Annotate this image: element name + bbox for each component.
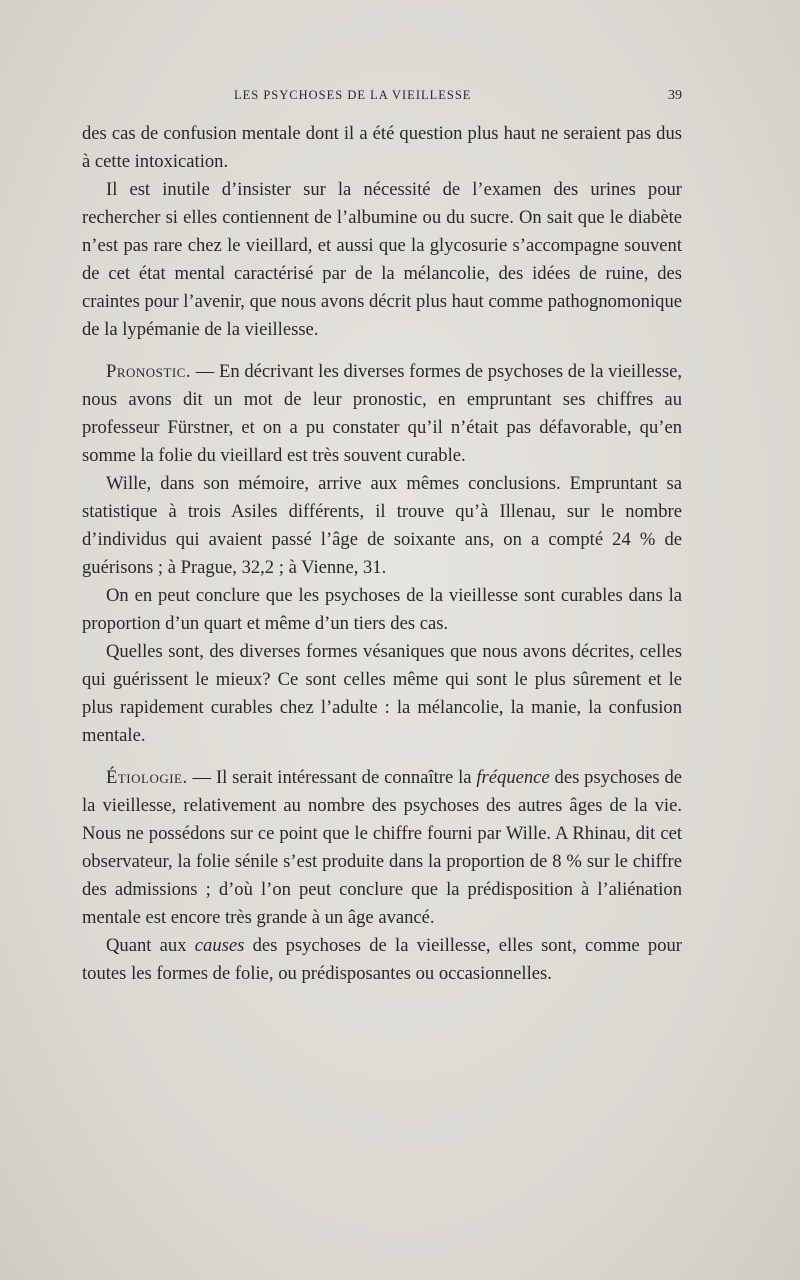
- paragraph-wille-statistics: Wille, dans son mémoire, arrive aux mêmes conclusions. Empruntant sa statistique à trois Asiles différents, il trouve qu’à Illenau, sur le nombre d’individus qui avaient passé l’âge de soixante ans, on a compté 24 % de guérisons ; à Prague, 32,2 ; à Vienne, 31.: [82, 473, 682, 578]
- page-body: [82, 120, 682, 988]
- emphasis-causes: causes: [194, 935, 245, 956]
- paragraph-urine-exam: Il est inutile d’insister sur la nécessité de l’examen des urines pour rechercher si elles contiennent de l’albumine ou du sucre. On sait que le diabète n’est pas rare chez le vieillard, et aussi que la glycosurie s’accompagne souvent de cet état mental caractérisé par de la mélancolie, des idées de ruine, des craintes pour l’avenir, que nous avons décrit plus haut comme pathognomonique de la lypémanie de la vieillesse.: [82, 179, 682, 340]
- paragraph-etiologie-text-a: — Il serait intéressant de connaître la: [187, 767, 477, 788]
- paragraph-causes: [82, 932, 682, 988]
- running-title: LES PSYCHOSES DE LA VIEILLESSE: [234, 88, 472, 102]
- paragraph-etiologie: [82, 764, 682, 932]
- paragraph-conclusion-curable: On en peut conclure que les psychoses de la vieillesse sont curables dans la proportion d’un quart et même d’un tiers des cas.: [82, 585, 682, 634]
- emphasis-frequence: fréquence: [476, 767, 550, 788]
- paragraph-forms-curable: Quelles sont, des diverses formes vésaniques que nous avons décrites, celles qui guérissent le mieux? Ce sont celles même qui sont le plus sûrement et le plus rapidement curables chez l’adulte : la mélancolie, la manie, la confusion mentale.: [82, 641, 682, 746]
- paragraph-pronostic-text: — En décrivant les diverses formes de psychoses de la vieillesse, nous avons dit un mot de leur pronostic, en empruntant ses chiffres au professeur Fürstner, et on a pu constater qu’il n’était pas défavorable, qu’en somme la folie du vieillard est très souvent curable.: [82, 361, 682, 466]
- paragraph-etiologie-text-b: des psychoses de la vieillesse, relativement au nombre des psychoses des autres âges de la vie. Nous ne possédons sur ce point que le chiffre fourni par Wille. A Rhinau, dit cet observateur, la folie sénile s’est produite dans la proportion de 8 % sur le chiffre des admissions ; d’où l’on peut conclure que la prédisposition à l’aliénation mentale est encore très grande à un âge avancé.: [82, 767, 682, 928]
- paragraph-causes-text-b: des psychoses de la vieillesse, elles sont, comme pour toutes les formes de folie, ou prédisposantes ou occasionnelles.: [82, 935, 682, 984]
- section-heading-pronostic: Pronostic.: [106, 361, 191, 382]
- page-number: 39: [668, 88, 682, 103]
- paragraph-pronostic: [82, 358, 682, 470]
- paragraph-causes-text-a: Quant aux: [106, 935, 195, 956]
- section-heading-etiologie: Étiologie.: [106, 767, 188, 788]
- running-header: [82, 88, 682, 108]
- paragraph-continuation: des cas de confusion mentale dont il a été question plus haut ne seraient pas dus à cette intoxication.: [82, 123, 682, 172]
